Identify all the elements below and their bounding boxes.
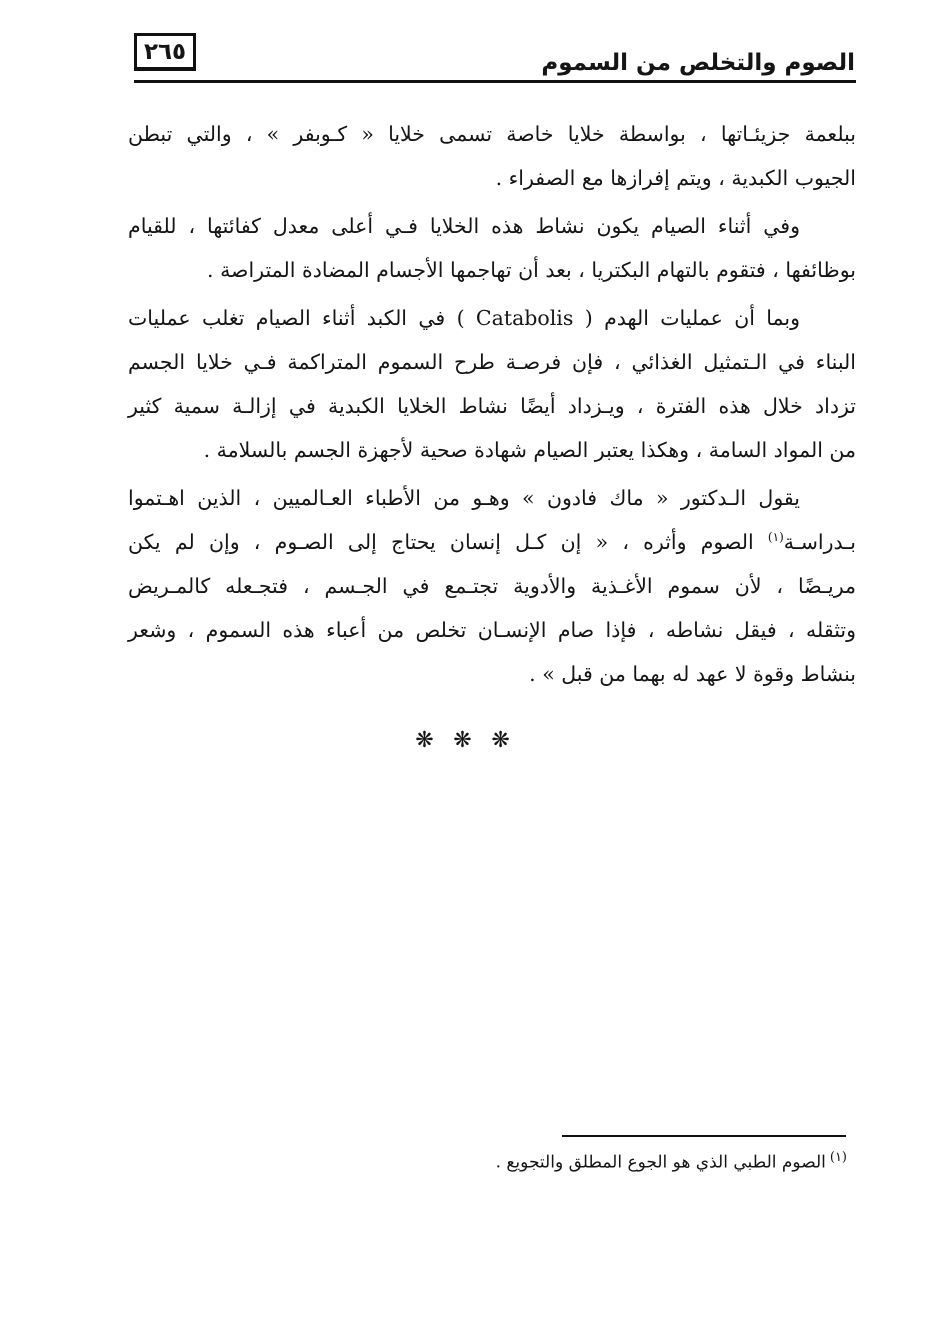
text-line: من المواد السامة ، وهكذا يعتبر الصيام شهادة صحية لأجهزة الجسم بالسلامة . — [203, 438, 856, 462]
footnote-reference[interactable]: (١) — [767, 530, 784, 545]
text-fragment: بـدراسـة — [783, 530, 856, 554]
paragraph-4 — [128, 476, 856, 696]
text-fragment: الصوم وأثره ، « إن كـل إنسان يحتاج إلى الصـوم ، وإن لم يكن — [128, 530, 768, 554]
section-separator: ❋ ❋ ❋ — [415, 728, 516, 753]
text-line: بنشاط وقوة لا عهد له بهما من قبل » . — [529, 662, 856, 686]
footnote-text: الصوم الطبي الذي هو الجوع المطلق والتجويع . — [495, 1152, 826, 1173]
text-line: بوظائفها ، فتقوم بالتهام البكتريا ، بعد أن تهاجمها الأجسام المضادة المتراصة . — [207, 258, 856, 282]
text-line: يقول الـدكتور « ماك فادون » وهـو من الأطباء العـالميين ، الذين اهـتموا — [128, 486, 800, 510]
text-line-with-footnote — [128, 520, 856, 564]
text-line: تزداد خلال هذه الفترة ، ويـزداد أيضًا نشاط الخلايا الكبدية في إزالـة سمية كثير — [128, 394, 856, 418]
page-number — [134, 33, 196, 71]
page-number-text: ٢٦٥ — [143, 38, 187, 65]
paragraph-3 — [128, 296, 856, 472]
paragraph-1 — [128, 112, 856, 200]
text-line: وتثقله ، فيقل نشاطه ، فإذا صام الإنسـان تخلص من أعباء هذه السموم ، وشعر — [128, 618, 856, 642]
footnote-marker: (١) — [829, 1150, 847, 1165]
text-line: مريـضًا ، لأن سموم الأغـذية والأدوية تجتـمع في الجـسم ، فتجـعله كالمـريض — [128, 574, 856, 598]
text-line: البناء في الـتمثيل الغذائي ، فإن فرصـة طرح السموم المتراكمة فـي خلايا الجسم — [128, 350, 856, 374]
text-line: وفي أثناء الصيام يكون نشاط هذه الخلايا فـي أعلى معدل كفائتها ، للقيام — [128, 214, 800, 238]
body-text — [128, 112, 856, 696]
paragraph-2 — [128, 204, 856, 292]
footnote-rule — [562, 1135, 846, 1137]
text-line: الجيوب الكبدية ، ويتم إفرازها مع الصفراء . — [495, 166, 856, 190]
footnote — [496, 1150, 847, 1173]
running-header-title: الصوم والتخلص من السموم — [541, 50, 855, 76]
text-line: وبما أن عمليات الهدم ( Catabolis ) في الكبد أثناء الصيام تغلب عمليات — [128, 306, 800, 330]
header-rule — [134, 80, 856, 83]
text-line: ببلعمة جزيئـاتها ، بواسطة خلايا خاصة تسمى خلايا « كـوبفر » ، والتي تبطن — [128, 122, 856, 146]
